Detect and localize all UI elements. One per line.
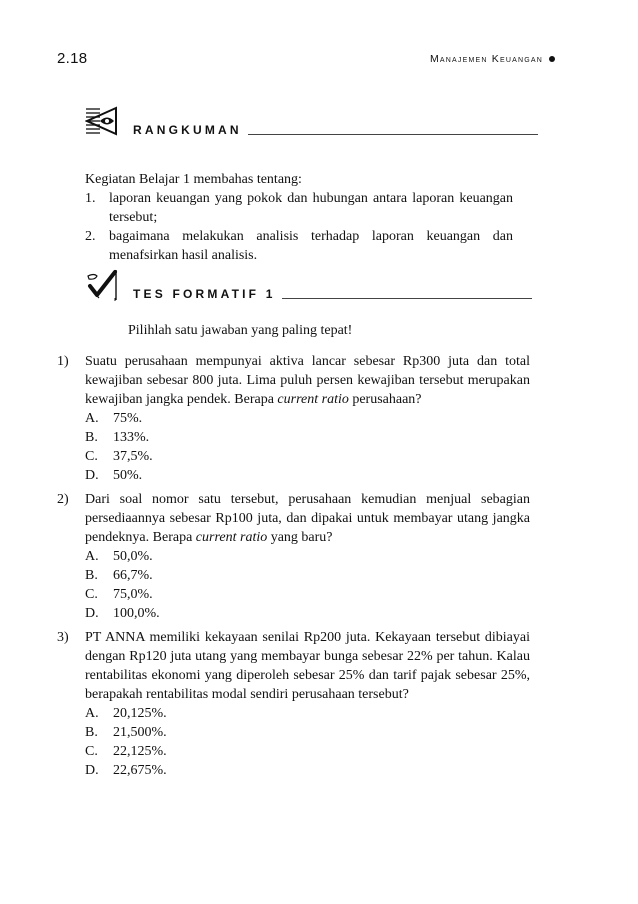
running-title: Manajemen Keuangan (429, 53, 543, 65)
option-text: 20,125%. (113, 706, 167, 721)
running-header (430, 53, 555, 65)
summary-eye-icon (85, 104, 119, 138)
question-body (85, 628, 530, 780)
stem-italic-term: current ratio (277, 392, 349, 407)
answer-option[interactable] (85, 585, 530, 604)
answer-option[interactable] (85, 409, 530, 428)
stem-italic-term: current ratio (195, 530, 268, 545)
summary-item-text: laporan keuangan yang pokok dan hubungan antara laporan keuangan tersebut; (109, 191, 513, 225)
answer-options (85, 547, 530, 623)
question-number: 3) (57, 630, 69, 645)
question-body (85, 352, 530, 485)
option-text: 75%. (113, 411, 143, 426)
stem-text: Dari soal nomor satu tersebut, perusahaan kemudian menjual sebagian persediaannya sebesar Rp100 juta, dan dipakai untuk membayar utang jangka pendeknya. Berapa (85, 492, 530, 545)
question-number: 1) (57, 354, 69, 369)
option-letter: B. (85, 568, 98, 583)
summary-list (85, 189, 513, 265)
option-letter: B. (85, 430, 98, 445)
option-letter: A. (85, 411, 99, 426)
question-stem: PT ANNA memiliki kekayaan senilai Rp200 juta. Kekayaan tersebut dibiayai dengan Rp120 juta utang yang membayar bunga sebesar 22% per tahun. Kalau rentabilitas ekonomi yang diperoleh sebesar 25% dan tarif pajak sebesar 25%, berapakah rentabilitas modal sendiri perusahaan tersebut? (85, 630, 530, 702)
option-text: 75,0%. (113, 587, 153, 602)
summary-item (85, 227, 513, 265)
answer-option[interactable] (85, 547, 530, 566)
summary-item-number: 2. (85, 229, 96, 244)
option-letter: B. (85, 725, 98, 740)
option-letter: D. (85, 763, 99, 778)
summary-item-number: 1. (85, 191, 96, 206)
stem-text: Suatu perusahaan mempunyai aktiva lancar sebesar Rp300 juta dan total kewajiban sebesar 800 juta. Lima puluh persen kewajiban tersebut merupakan kewajiban jangka pendek. Berapa (85, 354, 530, 407)
answer-options (85, 704, 530, 780)
heading-rule (248, 134, 538, 135)
question-body (85, 490, 530, 623)
option-letter: D. (85, 606, 99, 621)
option-text: 50,0%. (113, 549, 153, 564)
question-stem (85, 352, 530, 409)
heading-rule (282, 298, 532, 299)
tes-formatif-heading (85, 268, 532, 302)
option-text: 50%. (113, 468, 143, 483)
question-2 (57, 490, 530, 623)
answer-option[interactable] (85, 723, 530, 742)
option-letter: A. (85, 549, 99, 564)
question-number: 2) (57, 492, 69, 507)
option-text: 22,125%. (113, 744, 167, 759)
answer-option[interactable] (85, 447, 530, 466)
question-3 (57, 628, 530, 780)
rangkuman-heading (85, 104, 538, 138)
question-1 (57, 352, 530, 485)
answer-option[interactable] (85, 428, 530, 447)
option-text: 66,7%. (113, 568, 153, 583)
option-text: 100,0%. (113, 606, 160, 621)
option-text: 37,5%. (113, 449, 153, 464)
option-letter: C. (85, 449, 98, 464)
stem-text: perusahaan? (348, 392, 422, 407)
answer-option[interactable] (85, 742, 530, 761)
answer-option[interactable] (85, 566, 530, 585)
checkmark-pen-icon (85, 268, 119, 302)
question-stem (85, 490, 530, 547)
summary-intro: Kegiatan Belajar 1 membahas tentang: (85, 172, 302, 187)
summary-item-text: bagaimana melakukan analisis terhadap laporan keuangan dan menafsirkan hasil analisis. (109, 229, 513, 263)
option-letter: C. (85, 587, 98, 602)
tes-formatif-title: TES FORMATIF 1 (133, 287, 276, 301)
option-letter: A. (85, 706, 99, 721)
answer-option[interactable] (85, 704, 530, 723)
answer-option[interactable] (85, 466, 530, 485)
summary-block (85, 170, 513, 265)
answer-options (85, 409, 530, 485)
instruction-text: Pilihlah satu jawaban yang paling tepat! (128, 323, 353, 338)
option-letter: D. (85, 468, 99, 483)
rangkuman-title: RANGKUMAN (133, 123, 242, 137)
answer-option[interactable] (85, 761, 530, 780)
page-number: 2.18 (57, 50, 88, 67)
bullet-icon (549, 56, 555, 62)
option-text: 21,500%. (113, 725, 167, 740)
answer-option[interactable] (85, 604, 530, 623)
stem-text: yang baru? (267, 530, 333, 545)
option-text: 22,675%. (113, 763, 167, 778)
option-letter: C. (85, 744, 98, 759)
summary-item (85, 189, 513, 227)
option-text: 133%. (113, 430, 150, 445)
